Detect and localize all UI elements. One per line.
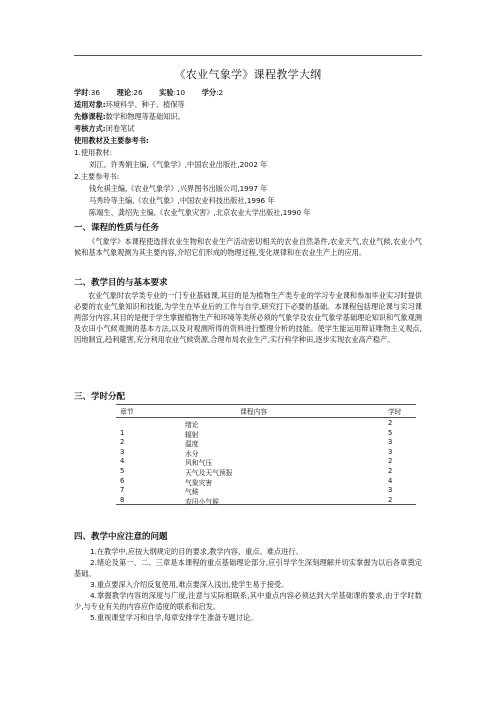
target-line — [74, 100, 185, 110]
column-header: 章节 — [120, 408, 134, 416]
textbook-heading: 1.使用教材: — [74, 148, 113, 157]
content-cell: 天气及天气预报 — [185, 468, 233, 477]
exam-line — [74, 124, 134, 134]
chapter-cell: 4 — [120, 457, 125, 466]
content-cell: 水分 — [185, 449, 199, 458]
chapter-cell: 7 — [120, 486, 125, 495]
chapter-cell: 8 — [120, 495, 125, 504]
table-row — [116, 447, 416, 457]
section-heading: 一、课程的性质与任务 — [74, 223, 160, 233]
reference-item: 陈端生、龚绍先主编,《农业气象灾害》,北京农业大学出版社,1990 年 — [89, 208, 311, 217]
references-heading: 2.主要参考书: — [74, 172, 120, 181]
hours-cell: 2 — [388, 419, 393, 427]
content-cell: 风和气压 — [185, 459, 213, 468]
table-row — [116, 418, 416, 428]
hours-cell: 5 — [388, 428, 393, 437]
hours-cell: 3 — [388, 447, 393, 456]
hours-cell: 3 — [388, 438, 393, 447]
lab-hours-value: :10 — [173, 88, 186, 97]
chapter-cell: 2 — [120, 438, 125, 447]
credit-label: 学分 — [201, 88, 217, 97]
list-item: 5.重视课堂学习和自学,每章安排学生准备专题讨论。 — [90, 613, 258, 622]
page-title: 《农业气象学》课程教学大纲 — [174, 68, 322, 81]
list-item: 3.重点要深入介绍反复使用,难点要深入浅出,使学生易于接受。 — [90, 580, 289, 589]
table-row — [116, 456, 416, 466]
content-cell: 气候 — [185, 488, 199, 497]
list-item: 4.掌握教学内容的深度与广度,注意与实际相联系,其中重点内容必须达到大学基础课的要求,由于学时数少,与专业有关的内容应作适度的联系和启发。 — [74, 591, 422, 611]
notes-list — [74, 546, 422, 623]
section-heading: 二、教学目的与基本要求 — [74, 278, 168, 288]
target-value: 环境科学、种子、植保等 — [105, 100, 185, 109]
section-paragraph: 《气象学》本课程使选择农业生物和农业生产活动密切相关的农业自然条件,农业天气,农业气候,农业小气候和基本气象观测为其主要内容,介绍它们形成的物理过程,变化规律和在农业生产上的应用。 — [74, 237, 422, 257]
table-row — [116, 437, 416, 447]
table-row — [116, 466, 416, 476]
credit-value: :2 — [216, 88, 224, 97]
content-cell: 绪论 — [185, 421, 199, 429]
hours-table — [116, 404, 416, 505]
hours-line — [74, 88, 223, 98]
section-heading: 三、学时分配 — [74, 392, 126, 402]
target-label: 适用对象: — [74, 100, 106, 109]
chapter-cell: 1 — [120, 428, 125, 437]
reference-item: 马秀玲等主编,《农业气象》,中国农业科技出版社,1996 年 — [89, 196, 275, 205]
total-hours-value: :36 — [88, 88, 100, 97]
section-heading: 四、教学中应注意的问题 — [74, 532, 168, 542]
hours-cell: 2 — [388, 495, 393, 504]
table-header — [116, 404, 416, 418]
table-row — [116, 428, 416, 438]
top-rule — [74, 55, 422, 56]
prereq-value: 数学和物理等基础知识。 — [105, 112, 185, 121]
content-cell: 气象灾害 — [185, 478, 213, 487]
list-item: 1.在教学中,应按大纲规定的目的要求,教学内容、重点、难点进行。 — [90, 547, 303, 556]
prereq-line — [74, 112, 185, 122]
hours-cell: 4 — [388, 476, 393, 485]
chapter-cell: 5 — [120, 466, 125, 475]
content-cell: 农田小气候 — [185, 497, 219, 506]
column-header: 课程内容 — [240, 408, 268, 416]
hours-cell: 2 — [388, 457, 393, 466]
column-header: 学时 — [388, 408, 402, 416]
exam-value: 闭卷笔试 — [105, 124, 135, 133]
chapter-cell: 6 — [120, 476, 125, 485]
chapter-cell: 3 — [120, 447, 125, 456]
table-row — [116, 485, 416, 495]
content-cell: 辐射 — [185, 430, 199, 439]
hours-cell: 2 — [388, 466, 393, 475]
theory-hours-label: 理论 — [116, 88, 131, 97]
table-row — [116, 476, 416, 486]
list-item: 2.绪论及第一、二、三章是本课程的重点基础理论部分,应引导学生深刻理解并切实掌握为以后各章奠定基础。 — [74, 558, 422, 578]
content-cell: 温度 — [185, 440, 199, 449]
exam-label: 考核方式: — [74, 124, 106, 133]
lab-hours-label: 实验 — [159, 88, 174, 97]
textbook-item: 刘江、许秀娟主编,《气象学》,中国农业出版社,2002 年 — [89, 160, 268, 169]
theory-hours-value: :26 — [130, 88, 143, 97]
materials-label: 使用教材及主要参考书: — [74, 136, 149, 145]
reference-item: 钱允祺主编,《农业气象学》,兴界图书出版公司,1997 年 — [89, 184, 268, 193]
total-hours-label: 学时 — [74, 88, 89, 97]
table-row — [116, 495, 416, 506]
section-paragraph: 农业气象时农学类专业的一门专业基础课,其目的是为植物生产类专业的学习专业课和参加毕业实习时提供必要的农业气象知识和技能,为学生在毕业后的工作与自学,研究打下必要的基础。本课程包括理论课与实习课两部分内容,其目的是便于学生掌握植物生产和环境等类所必须的气象学及农业气象学基础理论知识和气象观测及农田小气候观测的基本方法,以及对观测所得的资料进行整理分析的技能。使学生能运用辩证唯物主义观点,因地制宜,趋利避害,充分利用农业气候资源,合理布局农业生产,实行科学种田,逐步实现农业高产稳产。 — [74, 291, 422, 344]
hours-cell: 3 — [388, 486, 393, 495]
prereq-label: 先修课程: — [74, 112, 106, 121]
